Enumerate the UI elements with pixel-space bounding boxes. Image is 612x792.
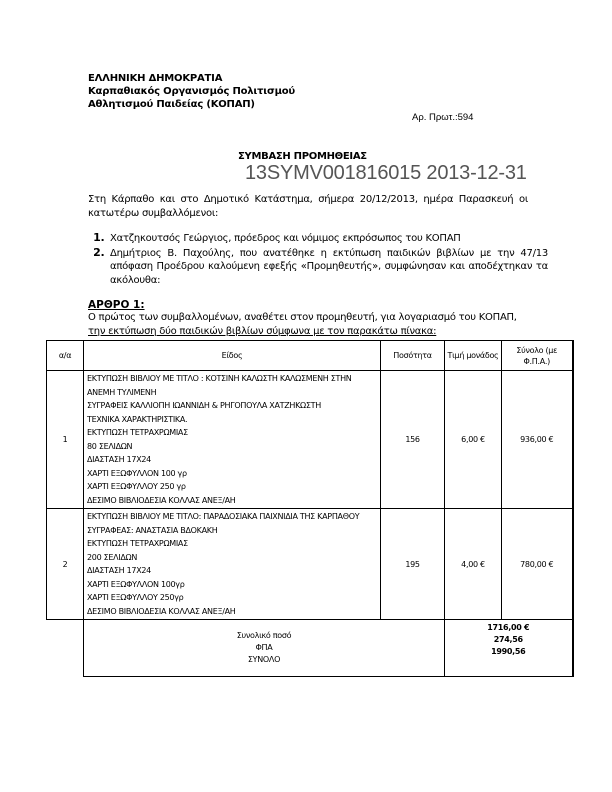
desc-line: ΧΑΡΤΙ ΕΞΩΦΥΛΛΟΥ 250γρ (87, 593, 184, 602)
row-total: 936,00 € (502, 371, 573, 509)
row-unit-price: 6,00 € (445, 371, 502, 509)
desc-line: ΤΕΧΝΙΚΑ ΧΑΡΑΚΤΗΡΙΣΤΙΚΑ. (87, 414, 188, 424)
article-1-line-1: Ο πρώτος των συμβαλλομένων, αναθέτει στον προμηθευτή, για λογαριασμό του ΚΟΠΑΠ, (88, 312, 517, 323)
header-quantity: Ποσότητα (381, 341, 445, 371)
row-description (84, 509, 381, 620)
summary-values (445, 620, 573, 677)
desc-line: ΕΚΤΥΠΩΣΗ ΒΙΒΛΙΟΥ ΜΕ ΤΙΤΛΟ: ΠΑΡΑΔΟΣΙΑΚΑ ΠΑΙΧΝΙΔΙΑ ΤΗΣ ΚΑΡΠΑΘΟΥ (87, 512, 360, 521)
issuer-line-org: Καρπαθιακός Οργανισμός Πολιτισμού (88, 86, 295, 97)
article-1-line-2: την εκτύπωση δύο παιδικών βιβλίων σύμφωνα με τον παρακάτω πίνακα: (88, 325, 437, 337)
table-header-row (47, 341, 573, 371)
summary-label-total: ΣΥΝΟΛΟ (247, 655, 281, 664)
document-title: ΣΥΜΒΑΣΗ ΠΡΟΜΗΘΕΙΑΣ (238, 151, 367, 162)
summary-value-total: 1990,56 (491, 647, 526, 656)
summary-spacer (47, 620, 84, 677)
header-unit-price: Τιμή μονάδος (445, 341, 502, 371)
issuer-block (88, 72, 295, 111)
issuer-line-org-cont: Αθλητισμού Παιδείας (ΚΟΠΑΠ) (88, 99, 255, 110)
row-index: 2 (47, 509, 84, 620)
desc-line: ΔΙΑΣΤΑΣΗ 17Χ24 (87, 566, 151, 575)
summary-labels (84, 620, 445, 677)
desc-line: ΧΑΡΤΙ ΕΞΩΦΥΛΛΟΥ 250 γρ (87, 482, 186, 491)
ada-stamp: 13SYMV001816015 2013-12-31 (245, 162, 527, 184)
header-item: Είδος (84, 341, 381, 371)
header-index: α/α (47, 341, 84, 371)
desc-line: 80 ΣΕΛΙΔΩΝ (87, 441, 133, 451)
desc-line: ΕΚΤΥΠΩΣΗ ΤΕΤΡΑΧΡΩΜΙΑΣ (87, 428, 188, 437)
summary-value-subtotal: 1716,00 € (487, 623, 530, 632)
protocol-number: Αρ. Πρωτ.:594 (412, 112, 474, 123)
desc-line: ΕΚΤΥΠΩΣΗ ΒΙΒΛΙΟΥ ΜΕ ΤΙΤΛΟ : ΚΟΤΣΙΝΗ ΚΑΛΩΣΤΗ ΚΑΛΩΣΜΕΝΗ ΣΤΗΝ ΑΝΕΜΗ ΤΥΛΙΜΕΝΗ (87, 374, 352, 397)
desc-line: ΔΙΑΣΤΑΣΗ 17Χ24 (87, 455, 151, 464)
summary-label-vat: ΦΠΑ (255, 643, 273, 652)
header-total: Σύνολο (με Φ.Π.Α.) (502, 341, 573, 371)
article-1-body (88, 311, 528, 338)
desc-line: ΔΕΣΙΜΟ ΒΙΒΛΙΟΔΕΣΙΑ ΚΟΛΛΑΣ ΑΝΕΞ/ΑΗ (87, 495, 236, 505)
row-description (84, 371, 381, 509)
row-quantity: 195 (381, 509, 445, 620)
row-index: 1 (47, 371, 84, 509)
row-quantity: 156 (381, 371, 445, 509)
parties-list (88, 231, 548, 287)
row-unit-price: 4,00 € (445, 509, 502, 620)
desc-line: ΣΥΓΡΑΦΕΑΣ: ΑΝΑΣΤΑΣΙΑ ΒΔΟΚΑΚΗ (87, 525, 218, 535)
issuer-line-country: ΕΛΛΗΝΙΚΗ ΔΗΜΟΚΡΑΤΙΑ (88, 73, 223, 84)
desc-line: ΧΑΡΤΙ ΕΞΩΦΥΛΛΟΝ 100 γρ (87, 468, 187, 478)
summary-row (47, 620, 573, 677)
party-item-1: 1. Χατζηκουτσός Γεώργιος, πρόεδρος και νόμιμος εκπρόσωπος του ΚΟΠΑΠ (108, 231, 548, 246)
desc-line: ΔΕΣΙΜΟ ΒΙΒΛΙΟΔΕΣΙΑ ΚΟΛΛΑΣ ΑΝΕΞ/ΑΗ (87, 606, 236, 616)
desc-line: ΧΑΡΤΙ ΕΞΩΦΥΛΛΟΝ 100γρ (87, 579, 185, 589)
table-row (47, 371, 573, 509)
row-total: 780,00 € (502, 509, 573, 620)
summary-label-subtotal: Συνολικό ποσό (236, 631, 292, 640)
article-1-heading: ΑΡΘΡΟ 1: (88, 299, 145, 311)
summary-value-vat: 274,56 (493, 635, 523, 644)
desc-line: ΕΚΤΥΠΩΣΗ ΤΕΤΡΑΧΡΩΜΙΑΣ (87, 539, 188, 548)
table-row (47, 509, 573, 620)
items-table (46, 340, 574, 677)
desc-line: 200 ΣΕΛΙΔΩΝ (87, 552, 138, 562)
party-item-2: 2. Δημήτριος Β. Παχούλης, που ανατέθηκε η εκτύπωση παιδικών βιβλίων με την 47/13 απόφαση Προέδρου καλούμενη εφεξής «Προμηθευτής», συμφώνησαν και αποδέχτηκαν τα ακόλουθα: (108, 246, 548, 288)
desc-line: ΣΥΓΡΑΦΕΙΣ ΚΑΛΛΙΟΠΗ ΙΩΑΝΝΙΔΗ & ΡΗΓΟΠΟΥΛΑ ΧΑΤΖΗΚΩΣΤΗ (87, 401, 321, 410)
intro-paragraph: Στη Κάρπαθο και στο Δημοτικό Κατάστημα, σήμερα 20/12/2013, ημέρα Παρασκευή οι κατωτέρω συμβαλλόμενοι: (88, 194, 528, 219)
